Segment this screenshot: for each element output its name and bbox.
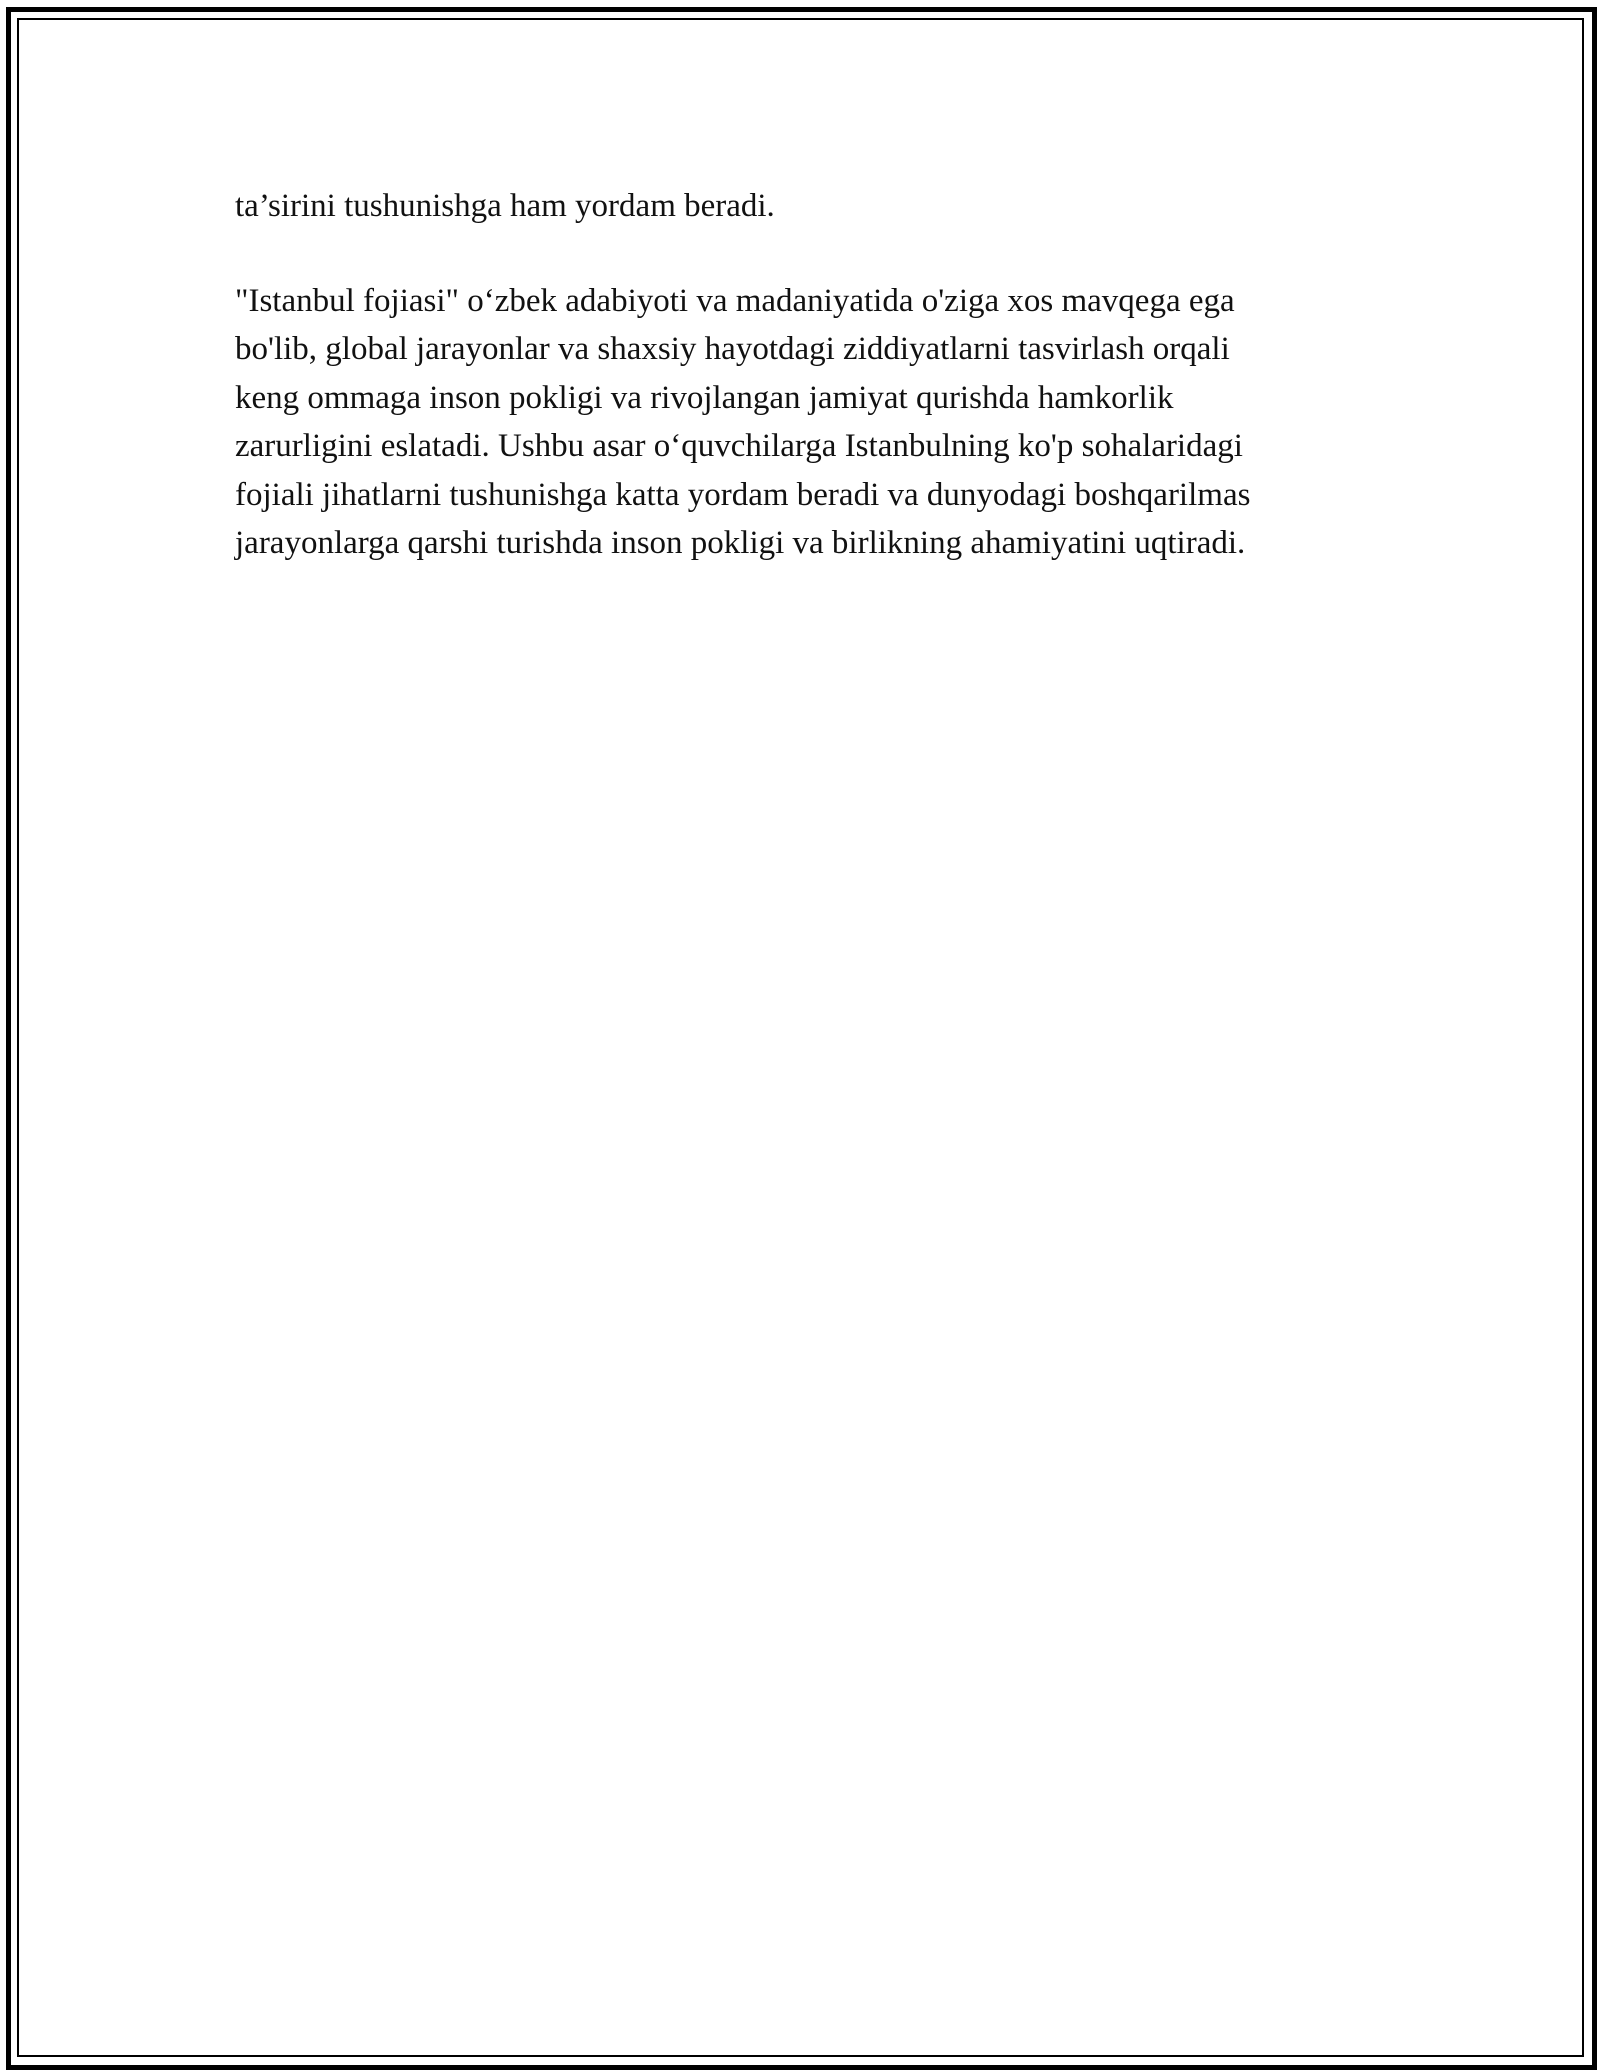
paragraph-2 bbox=[235, 277, 1415, 568]
text-line: bo'lib, global jarayonlar va shaxsiy hayotdagi ziddiyatlarni tasvirlash orqali bbox=[235, 331, 1230, 367]
text-line: "Istanbul fojiasi" o‘zbek adabiyoti va madaniyatida o'ziga xos mavqega ega bbox=[235, 282, 1235, 319]
text-line: ta’sirini tushunishga ham yordam beradi. bbox=[235, 188, 775, 224]
text-line: keng ommaga inson pokligi va rivojlangan jamiyat qurishda hamkorlik bbox=[235, 379, 1174, 416]
document-body bbox=[235, 182, 1415, 568]
text-line: fojiali jihatlarni tushunishga katta yordam beradi va dunyodagi boshqarilmas bbox=[235, 476, 1251, 513]
text-line: zarurligini eslatadi. Ushbu asar o‘quvchilarga Istanbulning ko'p sohalaridagi bbox=[235, 428, 1243, 464]
paragraph-1 bbox=[235, 182, 1415, 231]
text-line: jarayonlarga qarshi turishda inson pokligi va birlikning ahamiyatini uqtiradi. bbox=[235, 525, 1246, 561]
